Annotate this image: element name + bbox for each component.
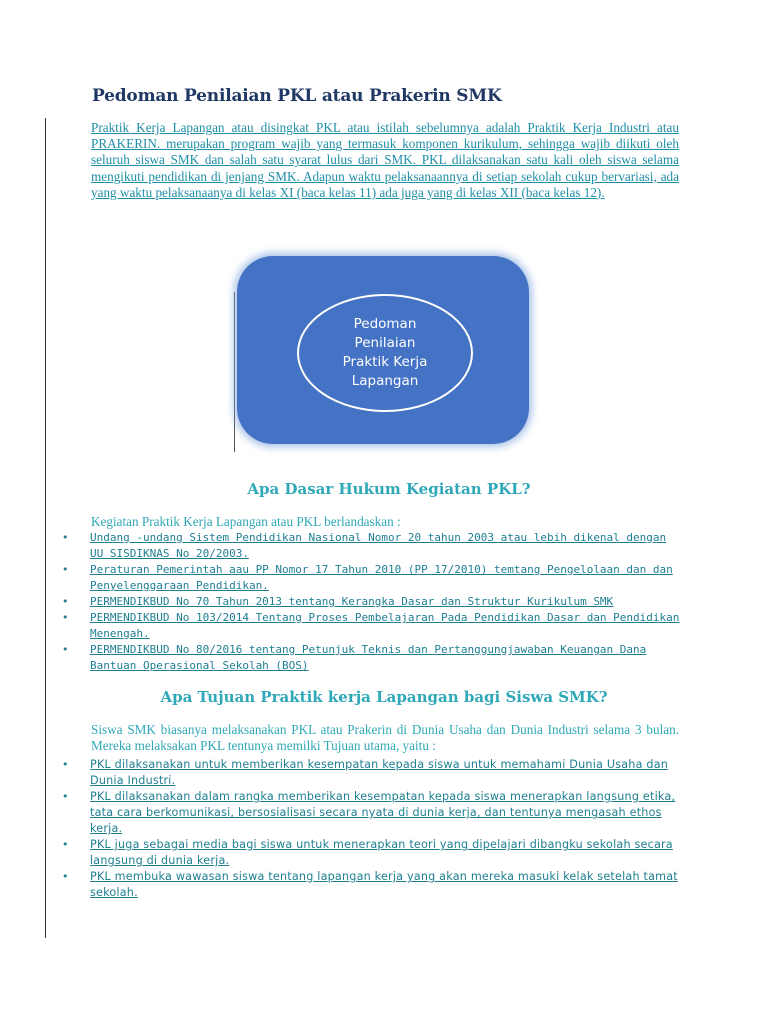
- list-item[interactable]: [62, 789, 682, 837]
- list-item-text: PERMENDIKBUD No 103/2014 Tentang Proses Pembelajaran Pada Pendidikan Dasar dan Pendidikan Menengah.: [90, 611, 680, 640]
- list-item-text: PERMENDIKBUD No 80/2016 tentang Petunjuk Teknis dan Pertanggungjawaban Keuangan Dana Bantuan Operasional Sekolah (BOS): [90, 643, 647, 672]
- bullet-icon: •: [62, 595, 69, 608]
- list-item[interactable]: [62, 757, 682, 789]
- list-item[interactable]: [62, 869, 682, 901]
- list-item-text: Undang -undang Sistem Pendidikan Nasional Nomor 20 tahun 2003 atau lebih dikenal dengan UU SISDIKNAS No 20/2003.: [90, 531, 667, 560]
- list-item[interactable]: [62, 530, 682, 562]
- figure-side-rule: [234, 292, 235, 452]
- tujuan-list: [62, 757, 682, 901]
- list-item-text: Peraturan Pemerintah aau PP Nomor 17 Tahun 2010 (PP 17/2010) temtang Pengelolaan dan dan Penyelenggaraan Pendidikan.: [90, 563, 673, 592]
- bullet-icon: •: [62, 643, 69, 656]
- list-item-text: PKL dilaksanakan untuk memberikan kesempatan kepada siswa untuk memahami Dunia Usaha dan Dunia Industri.: [90, 758, 669, 787]
- list-item-text: PKL juga sebagai media bagi siswa untuk menerapkan teori yang dipelajari dibangku sekolah secara langsung di dunia kerja.: [90, 838, 673, 867]
- list-item-text: PERMENDIKBUD No 70 Tahun 2013 tentang Kerangka Dasar dan Struktur Kurikulum SMK: [90, 595, 614, 608]
- bullet-icon: •: [62, 531, 69, 544]
- page-margin-rule: [45, 118, 46, 938]
- dasar-hukum-list: [62, 530, 682, 674]
- list-item[interactable]: [62, 562, 682, 594]
- bullet-icon: •: [62, 838, 69, 851]
- pedoman-figure: [237, 256, 529, 444]
- page-title: Pedoman Penilaian PKL atau Prakerin SMK: [92, 86, 502, 106]
- list-item[interactable]: [62, 642, 682, 674]
- list-item[interactable]: [62, 594, 682, 610]
- section-heading-tujuan: Apa Tujuan Praktik kerja Lapangan bagi Siswa SMK?: [160, 688, 608, 706]
- list-item[interactable]: [62, 610, 682, 642]
- bullet-icon: •: [62, 563, 69, 576]
- section-lead-dasar-hukum: Kegiatan Praktik Kerja Lapangan atau PKL berlandaskan :: [91, 514, 401, 529]
- bullet-icon: •: [62, 790, 69, 803]
- bullet-icon: •: [62, 611, 69, 624]
- list-item-text: PKL dilaksanakan dalam rangka memberikan kesempatan kepada siswa menerapkan langsung etika, tata cara berkomunikasi, bersosialisasi secara nyata di dunia kerja, dan tentunya mengasah ethos kerja.: [90, 790, 676, 835]
- list-item-text: PKL membuka wawasan siswa tentang lapangan kerja yang akan mereka masuki kelak setelah tamat sekolah.: [90, 870, 678, 899]
- figure-label: Pedoman Penilaian Praktik Kerja Lapangan: [342, 316, 428, 389]
- bullet-icon: •: [62, 870, 69, 883]
- section-heading-dasar-hukum: Apa Dasar Hukum Kegiatan PKL?: [247, 480, 531, 498]
- bullet-icon: •: [62, 758, 69, 771]
- figure-ellipse: [297, 294, 473, 412]
- list-item[interactable]: [62, 837, 682, 869]
- intro-paragraph[interactable]: Praktik Kerja Lapangan atau disingkat PKL atau istilah sebelumnya adalah Praktik Kerja Industri atau PRAKERIN. merupakan program wajib yang termasuk komponen kurikulum, sehingga wajib diikuti oleh seluruh siswa SMK dan salah satu syarat lulus dari SMK. PKL dilaksanakan satu kali oleh siswa selama mengikuti pendidikan di jenjang SMK. Adapun waktu pelaksanaannya di setiap sekolah cukup bervariasi, ada yang waktu pelaksanaanya di kelas XI (baca kelas 11) ada juga yang di kelas XII (baca kelas 12).: [91, 120, 679, 200]
- section-lead-tujuan: Siswa SMK biasanya melaksanakan PKL atau Prakerin di Dunia Usaha dan Dunia Industri selama 3 bulan. Mereka melaksakan PKL tentunya memilki Tujuan utama, yaitu :: [91, 722, 679, 754]
